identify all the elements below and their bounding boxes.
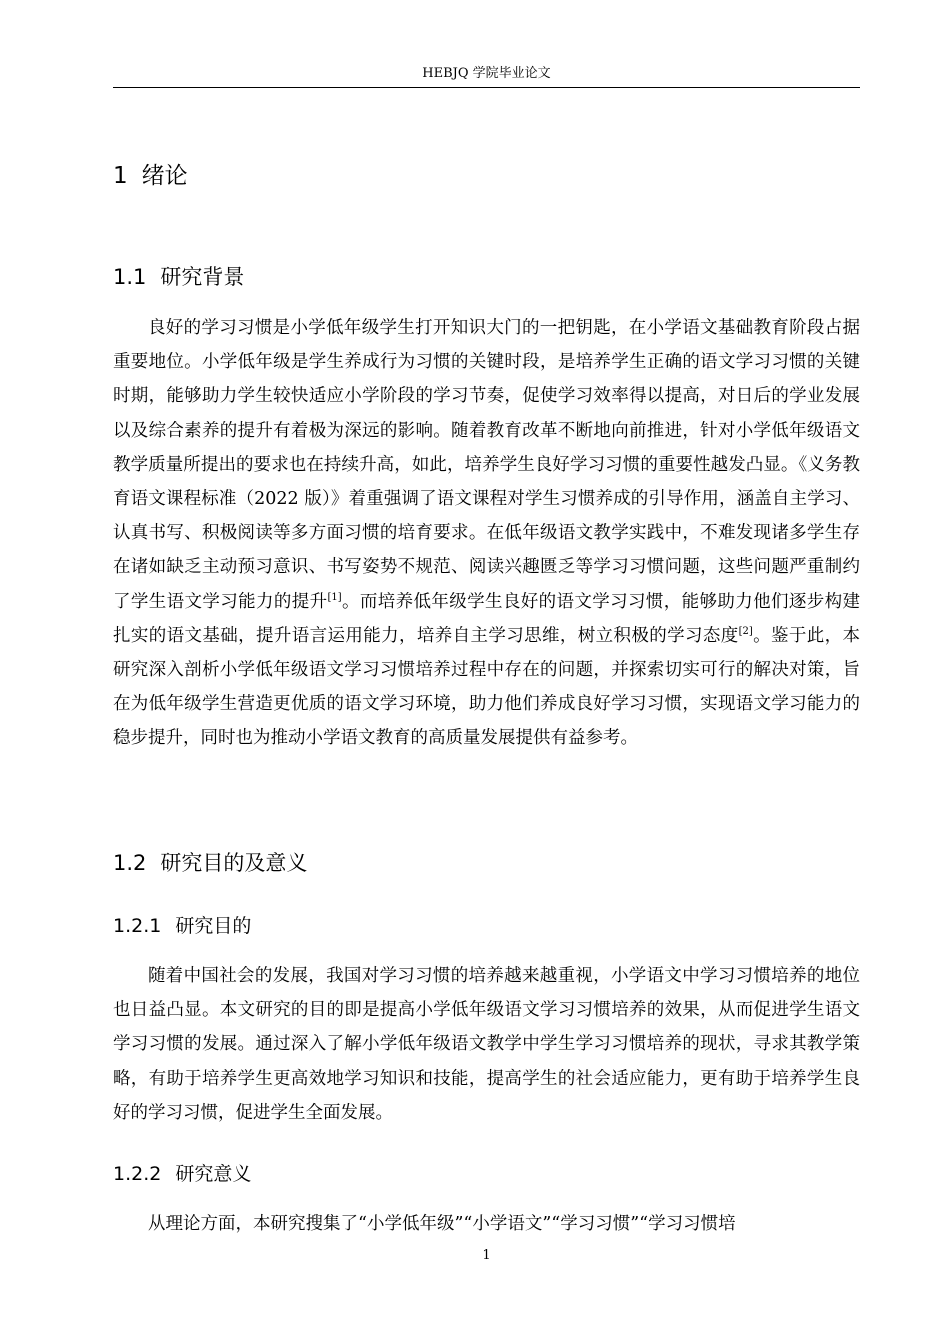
subsection-title: 研究目的: [175, 915, 252, 937]
subsection-number: 1.2.2: [113, 1163, 162, 1185]
section-title: 研究目的及意义: [160, 851, 308, 875]
citation-1[interactable]: [1]: [327, 591, 342, 603]
subsection-title: 研究意义: [175, 1163, 252, 1185]
chapter-number: 1: [113, 163, 128, 189]
paragraph-text: 。鉴于此，本研究深入剖析小学低年级语文学习习惯培养过程中存在的问题，并探索切实可行的解决对策，旨在为低年级学生营造更优质的语文学习环境，助力他们养成良好学习习惯，实现语文学习能力的稳步提升，同时也为推动小学语文教育的高质量发展提供有益参考。: [113, 625, 861, 749]
page-number: 1: [482, 1248, 491, 1263]
section-title: 研究背景: [160, 265, 245, 289]
header-rule: [113, 87, 860, 88]
subsection-number: 1.2.1: [113, 915, 162, 937]
section-heading-1-1: [113, 262, 244, 292]
running-header: HEBJQ 学院毕业论文: [422, 66, 551, 81]
chapter-title: 绪论: [141, 163, 188, 189]
paragraph-significance: 从理论方面，本研究搜集了“小学低年级”“小学语文”“学习习惯”“学习习惯培: [148, 1214, 736, 1234]
paragraph-background: [113, 311, 860, 756]
section-heading-1-2: [113, 848, 307, 878]
section-number: 1.1: [113, 265, 147, 289]
section-number: 1.2: [113, 851, 147, 875]
subsection-heading-1-2-2: [113, 1160, 251, 1188]
citation-2[interactable]: [2]: [738, 626, 753, 637]
chapter-heading: [113, 160, 188, 192]
paragraph-text: 。而培养低年级学生良好的语文学习习惯，能够助力他们逐步构建扎实的语文基础，提升语言运用能力，培养自主学习思维，树立积极的学习态度: [113, 591, 861, 646]
paragraph-purpose: 随着中国社会的发展，我国对学习习惯的培养越来越重视，小学语文中学习习惯培养的地位也日益凸显。本文研究的目的即是提高小学低年级语文学习习惯培养的效果，从而促进学生语文学习习惯的发展。通过深入了解小学低年级语文教学中学生学习习惯培养的现状，寻求其教学策略，有助于培养学生更高效地学习知识和技能，提高学生的社会适应能力，更有助于培养学生良好的学习习惯，促进学生全面发展。: [113, 966, 860, 1123]
subsection-heading-1-2-1: [113, 912, 251, 940]
paragraph-text: 良好的学习习惯是小学低年级学生打开知识大门的一把钥匙，在小学语文基础教育阶段占据重要地位。小学低年级是学生养成行为习惯的关键时段，是培养学生正确的语文学习习惯的关键时期，能够助力学生较快适应小学阶段的学习节奏，促使学习效率得以提高，对日后的学业发展以及综合素养的提升有着极为深远的影响。随着教育改革不断地向前推进，针对小学低年级语文教学质量所提出的要求也在持续升高，如此，培养学生良好学习习惯的重要性越发凸显。《义务教育语文课程标准（2022 版）》着重强调了语文课程对学生习惯养成的引导作用，涵盖自主学习、认真书写、积极阅读等多方面习惯的培育要求。在低年级语文教学实践中，不难发现诸多学生存在诸如缺乏主动预习意识、书写姿势不规范、阅读兴趣匮乏等学习习惯问题，这些问题严重制约了学生语文学习能力的提升: [113, 318, 860, 612]
